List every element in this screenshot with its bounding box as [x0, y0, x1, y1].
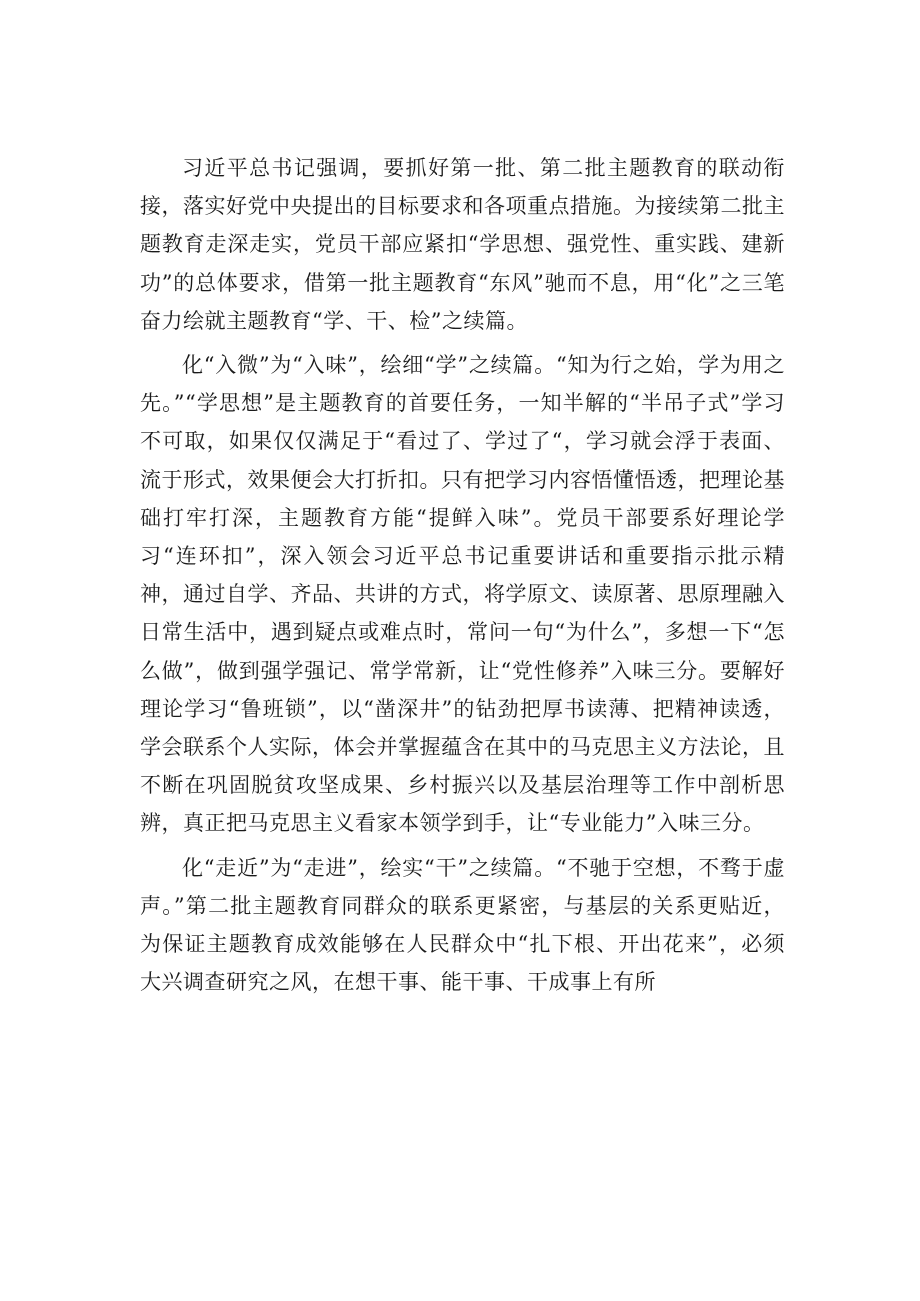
- paragraph-practice: 化“走近”为“走进”，绘实“干”之续篇。“不驰于空想，不骛于虚声。”第二批主题教育同群众的联系更紧密，与基层的关系更贴近，为保证主题教育成效能够在人民群众中“扎下根、开出花来”，必须大兴调查研究之风，在想干事、能干事、干成事上有所: [140, 855, 785, 995]
- paragraph-intro: 习近平总书记强调，要抓好第一批、第二批主题教育的联动衔接，落实好党中央提出的目标要求和各项重点措施。为接续第二批主题教育走深走实，党员干部应紧扣“学思想、强党性、重实践、建新功”的总体要求，借第一批主题教育“东风”驰而不息，用“化”之三笔奋力绘就主题教育“学、干、检”之续篇。: [140, 156, 785, 333]
- document-body: [140, 149, 785, 1001]
- paragraph-study: 化“入微”为“入味”，绘细“学”之续篇。“知为行之始，学为用之先。”“学思想”是主题教育的首要任务，一知半解的“半吊子式”学习不可取，如果仅仅满足于“看过了、学过了“，学习就会浮于表面、流于形式，效果便会大打折扣。只有把学习内容悟懂悟透，把理论基础打牢打深，主题教育方能“提鲜入味”。党员干部要系好理论学习“连环扣”，深入领会习近平总书记重要讲话和重要指示批示精神，通过自学、齐品、共讲的方式，将学原文、读原著、思原理融入日常生活中，遇到疑点或难点时，常问一句“为什么”，多想一下“怎么做”，做到强学强记、常学常新，让“党性修养”入味三分。要解好理论学习“鲁班锁”，以“凿深井”的钻劲把厚书读薄、把精神读透，学会联系个人实际，体会并掌握蕴含在其中的马克思主义方法论，且不断在巩固脱贫攻坚成果、乡村振兴以及基层治理等工作中剖析思辨，真正把马克思主义看家本领学到手，让“专业能力”入味三分。: [140, 353, 785, 836]
